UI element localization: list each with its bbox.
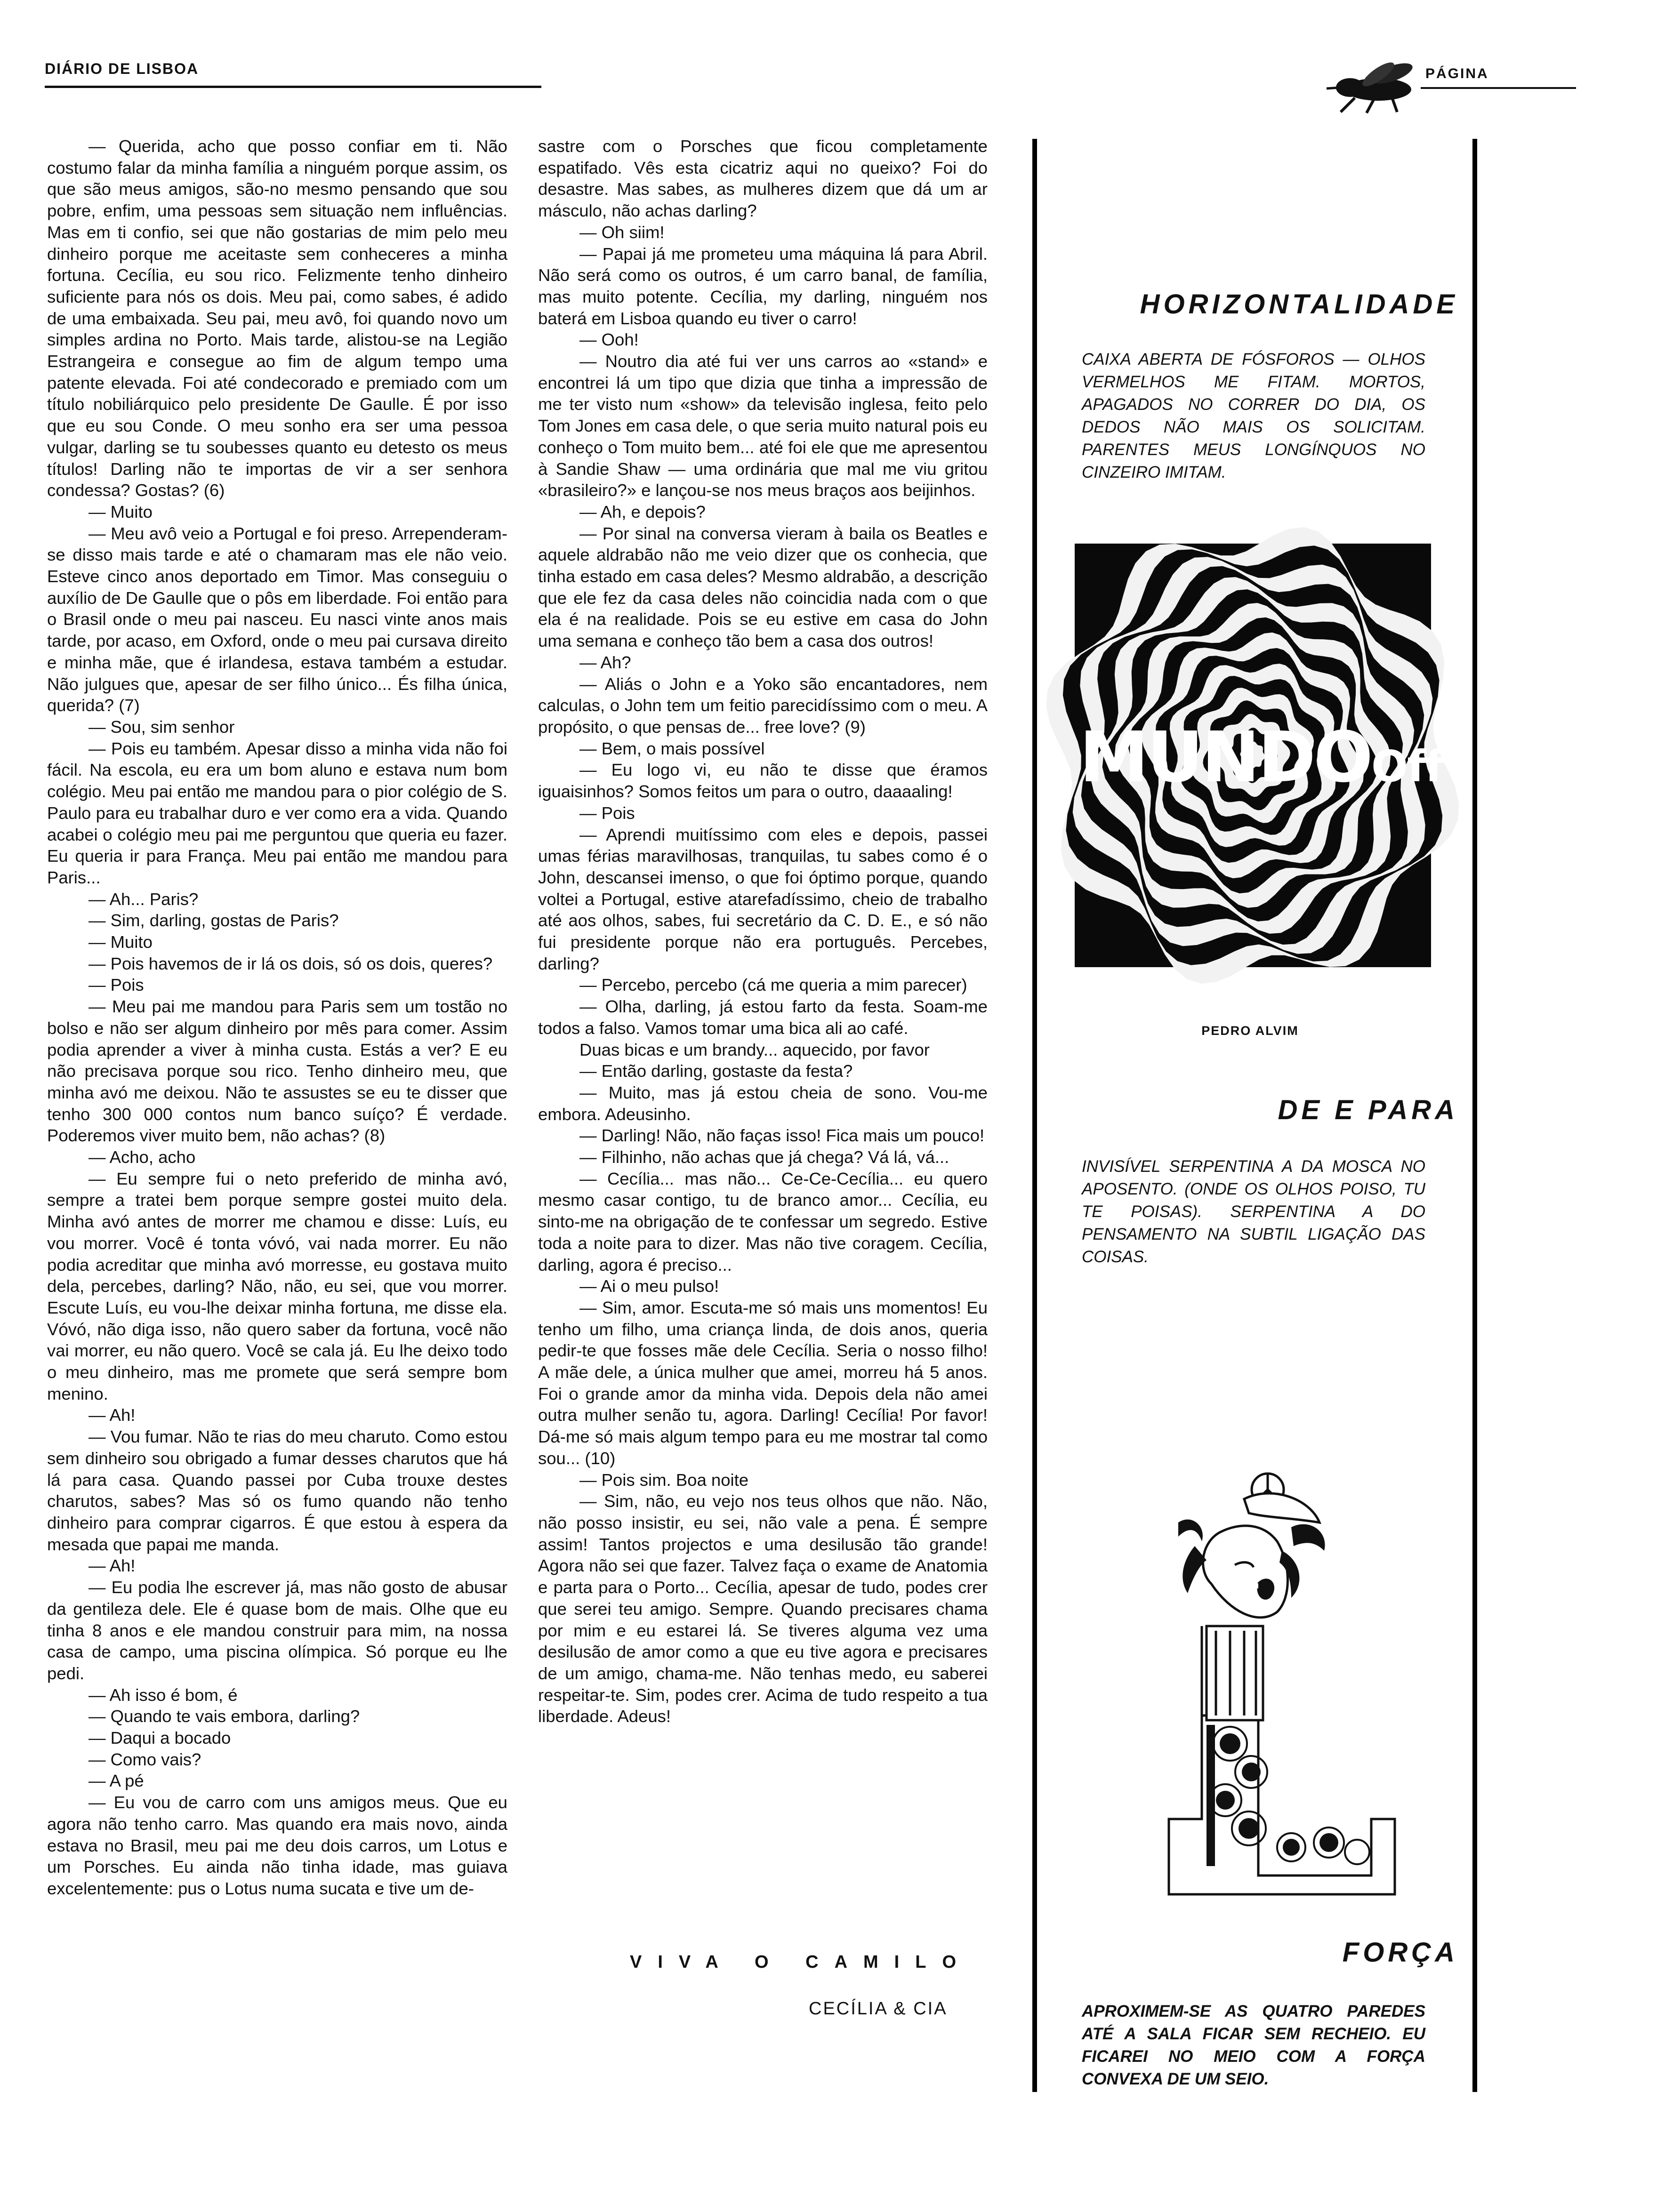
article-paragraph: — Ai o meu pulso! bbox=[579, 1276, 719, 1296]
article-paragraph: — Querida, acho que posso confiar em ti. Não costumo falar da minha família a ninguém porque assim, os que são meus amigos, são-no mesmo pensando que sou pobre, enfim, uma pessoas sem situação nem influências. Mas em ti confio, sei que não gostarias de mim pelo meu dinheiro porque me aceitaste sem conheceres a minha fortuna. Cecília, eu sou rico. Felizmente tenho dinheiro suficiente para nós os dois. Meu pai, como sabes, é adido de uma embaixada. Seu pai, meu avô, foi quando novo um simples ardina no Porto. Mais tarde, alistou-se na Legião Estrangeira e consegue ao fim de algum tempo uma patente elevada. Foi até condecorado e premiado com um título nobiliárquico pelo presidente De Gaulle. É por isso que eu sou Conde. O meu sonho era ser uma pessoa vulgar, darling se tu soubesses quanto eu detesto os meus títulos! Darling não te importas de vir a ser senhora condessa? Gostas? (6) bbox=[47, 136, 507, 500]
article-paragraph: — Darling! Não, não faças isso! Fica mais um pouco! bbox=[579, 1126, 985, 1146]
article-paragraph: — Cecília... mas não... Ce-Ce-Cecília... eu quero mesmo casar contigo, tu de branco amor... Cecília, eu sinto-me na obrigação de te confessar um segredo. Estive toda a noite para to dizer. Mas não tive coragem. Cecília, darling, agora é preciso... bbox=[538, 1169, 988, 1274]
article-paragraph: — Filhinho, não achas que já chega? Vá lá, vá... bbox=[579, 1147, 949, 1167]
article-paragraph: — Eu podia lhe escrever já, mas não gosto de abusar da gentileza dele. Ele é quase bom de mais. Olhe que eu tinha 8 anos e ele mandou construir para mim, na nossa casa de campo, uma piscina olímpica. Só porque eu lhe pedi. bbox=[47, 1578, 507, 1683]
article-paragraph: — Ooh! bbox=[579, 330, 639, 350]
article-paragraph: — Sim, amor. Escuta-me só mais uns momentos! Eu tenho um filho, uma criança linda, de dois anos, queria pedir-te que fosses mãe dele Cecília. Seria o nosso filho! A mãe dele, a única mulher que amei, morreu há 5 anos. Foi o grande amor da minha vida. Depois dela não amei outra mulher senão tu, agora. Darling! Cecília! Por favor! Dá-me só mais algum tempo para eu me mostrar tal como sou... (10) bbox=[538, 1298, 988, 1468]
article-paragraph: — Ah? bbox=[579, 652, 631, 672]
article-paragraph: — Muito bbox=[88, 932, 153, 952]
article-paragraph: — Ah! bbox=[88, 1556, 136, 1576]
article-paragraph: — Por sinal na conversa vieram à baila os Beatles e aquele aldrabão não me veio dizer que os conhecia, que tinha estado em casa deles? Mesmo aldrabão, a descrição que ele fez da casa deles não coincidia nada com o que ela é na realidade. Pois se eu estive em casa do John uma semana e conheço tão bem a casa dos outros! bbox=[538, 523, 988, 651]
poem-title-forca: FORÇA bbox=[1342, 1937, 1458, 1968]
header-rule bbox=[45, 86, 541, 88]
article-paragraph: — Meu avô veio a Portugal e foi preso. Arrependeram-se disso mais tarde e até o chamaram mas ele não veio. Esteve cinco anos deportado em Timor. Mas conseguiu o auxílio de De Gaulle que o pôs em liberdade. Foi então para o Brasil onde o meu pai nasceu. Eu nasci vinte anos mais tarde, por acaso, em Oxford, onde o meu pai cursava direito e minha mãe, que é irlandesa, estava também a estudar. Não julgues que, apesar de ser filho único... És filha única, querida? (7) bbox=[47, 523, 507, 715]
article-paragraph: — Ah isso é bom, é bbox=[88, 1685, 238, 1705]
article-paragraph: — Ah! bbox=[88, 1405, 136, 1425]
article-paragraph: — Eu logo vi, eu não te disse que éramos iguaisinhos? Somos feitos um para o outro, daaaaling! bbox=[538, 760, 988, 801]
poem-horizontalidade: CAIXA ABERTA DE FÓSFOROS — OLHOS VERMELHOS ME FITAM. MORTOS, APAGADOS NO CORRER DO DIA, OS DEDOS NÃO MAIS OS SOLICITAM. PARENTES MEUS LONGÍNQUOS NO CINZEIRO IMITAM. bbox=[1082, 350, 1425, 481]
article-paragraph: — Meu pai me mandou para Paris sem um tostão no bolso e não ser algum dinheiro por mês para comer. Assim podia aprender a viver à minha custa. Estás a ver? E eu não precisava porque sou rico. Tenho dinheiro meu, que minha avó me deixou. Não te assustes se eu te disser que tenho 300 000 contos num banco suíço? É verdade. Poderemos viver muito bem, não achas? (8) bbox=[47, 997, 507, 1146]
mundo-off-artwork bbox=[1075, 544, 1443, 967]
article-paragraph: — Sou, sim senhor bbox=[88, 717, 235, 737]
article-paragraph: — Aprendi muitíssimo com eles e depois, passei umas férias maravilhosas, tranquilas, tu sabes como é o John, descansei imenso, o que foi óptimo porque, quando voltei a Portugal, estive atarefadíssimo, cheio de trabalho até aos olhos, sabes, fui secretário da C. D. E., e só não fui presidente porque não era português. Percebes, darling? bbox=[538, 825, 988, 973]
article-paragraph: — Bem, o mais possível bbox=[579, 738, 765, 758]
article-paragraph: sastre com o Porsches que ficou completamente espatifado. Vês esta cicatriz aqui no queixo? Foi do desastre. Mas sabes, as mulheres dizem que dá um ar másculo, não achas darling? bbox=[538, 136, 988, 221]
article-paragraph: — Muito, mas já estou cheia de sono. Vou-me embora. Adeusinho. bbox=[538, 1082, 988, 1124]
article-paragraph: Duas bicas e um brandy... aquecido, por favor bbox=[579, 1040, 930, 1059]
poem-forca: APROXIMEM-SE AS QUATRO PAREDES ATÉ A SALA FICAR SEM RECHEIO. EU FICAREI NO MEIO COM A FORÇA CONVEXA DE UM SEIO. bbox=[1082, 2002, 1425, 2088]
article-paragraph: — Ah... Paris? bbox=[88, 889, 199, 909]
clown-figure-illustration bbox=[1150, 1471, 1404, 1913]
article-paragraph: — Eu sempre fui o neto preferido de minha avó, sempre a tratei bem porque sempre gostei muito dela. Minha avó antes de morrer me chamou e disse: Luís, eu vou morrer. Você é tonta vóvó, vai nada morrer. Eu não podia acreditar que minha avó morresse, eu gostava muito dela, percebes, darling? Não, não, eu sei, que vou morrer. Escute Luís, eu vou-lhe deixar minha fortuna, me disse ela. Vóvó, não diga isso, não quero saber da fortuna, você não vai morrer, eu não quero. Você se cala já. Eu lhe deixo todo o meu dinheiro, mas me promete que será sempre bom menino. bbox=[47, 1169, 507, 1403]
article-paragraph: — Sim, darling, gostas de Paris? bbox=[88, 911, 339, 930]
article-column-2 bbox=[538, 136, 988, 1943]
art-sub-text: Off bbox=[1371, 741, 1443, 792]
mundo-off-lettering bbox=[1079, 717, 1443, 798]
article-paragraph: — Olha, darling, já estou farto da festa. Soam-me todos a falso. Vamos tomar uma bica ali ao café. bbox=[538, 997, 988, 1038]
article-paragraph: — Pois eu também. Apesar disso a minha vida não foi fácil. Na escola, eu era um bom aluno e estava num bom colégio. Meu pai então me mandou para o pior colégio de S. Paulo para eu trabalhar duro e ver como era a vida. Quando acabei o colégio meu pai me perguntou que queria eu fazer. Eu queria ir para França. Meu pai então me mandou para Paris... bbox=[47, 738, 507, 887]
closing-line: VIVA O CAMILO bbox=[630, 1952, 972, 1972]
header-right-rule bbox=[1421, 87, 1576, 89]
article-paragraph: — Daqui a bocado bbox=[88, 1728, 231, 1748]
poetry-panel bbox=[1032, 139, 1477, 2092]
article-paragraph: — A pé bbox=[88, 1771, 144, 1791]
article-paragraph: — Acho, acho bbox=[88, 1147, 196, 1167]
article-paragraph: — Pois havemos de ir lá os dois, só os dois, queres? bbox=[88, 954, 493, 973]
article-paragraph: — Pois bbox=[88, 975, 144, 995]
fly-icon bbox=[1322, 60, 1421, 114]
signature: CECÍLIA & CIA bbox=[809, 1999, 948, 2019]
newspaper-name: DIÁRIO DE LISBOA bbox=[45, 60, 199, 77]
poem-title-horizontalidade: HORIZONTALIDADE bbox=[1140, 289, 1458, 320]
article-paragraph: — Sim, não, eu vejo nos teus olhos que não. Não, não posso insistir, eu sei, não vale a pena. É sempre assim! Tantos projectos e uma desilusão tão grande! Agora não sei que fazer. Talvez faça o exame de Anatomia e parta para o Porto... Cecília, apesar de tudo, podes crer que serei teu amigo. Sempre. Quando precisares chama por mim e eu estarei lá. Se tiveres alguma vez uma desilusão de amor como a que eu tive agora e precisares de um amigo, chama-me. Não tenhas medo, eu saberei respeitar-te. Sim, podes crer. Acima de tudo respeito a tua liberdade. Adeus! bbox=[538, 1491, 988, 1726]
article-paragraph: — Papai já me prometeu uma máquina lá para Abril. Não será como os outros, é um carro banal, de família, mas muito potente. Cecília, my darling, ninguém nos baterá em Lisboa quando eu tiver o carro! bbox=[538, 244, 988, 328]
art-main-text: MUNDO bbox=[1079, 717, 1371, 798]
article-paragraph: — Noutro dia até fui ver uns carros ao «stand» e encontrei lá um tipo que dizia que tinha a impressão de me ter visto num «show» da televisão inglesa, feito pelo Tom Jones em casa dele, o que seria muito natural pois eu conheço o Tom muito bem... até foi ele que me apresentou à Sandie Shaw — uma ordinária que mal me viu gritou «brasileiro?» e lançou-se nos meus braços aos beijinhos. bbox=[538, 352, 988, 500]
article-paragraph: — Ah, e depois? bbox=[579, 502, 706, 521]
poem-title-de-e-para: DE E PARA bbox=[1278, 1095, 1458, 1125]
article-paragraph: — Como vais? bbox=[88, 1749, 201, 1769]
page-label: PÁGINA bbox=[1425, 66, 1489, 81]
article-column-1 bbox=[47, 136, 507, 2173]
article-paragraph: — Pois sim. Boa noite bbox=[579, 1470, 749, 1490]
article-paragraph: — Muito bbox=[88, 502, 153, 521]
article-paragraph: — Oh siim! bbox=[579, 222, 665, 242]
article-paragraph: — Percebo, percebo (cá me queria a mim parecer) bbox=[579, 975, 967, 995]
article-paragraph: — Aliás o John e a Yoko são encantadores, nem calculas, o John tem um feitio parecidíssimo com o meu. A propósito, o que pensas de... free love? (9) bbox=[538, 674, 988, 737]
article-paragraph: — Eu vou de carro com uns amigos meus. Que eu agora não tenho carro. Mas quando era mais novo, ainda estava no Brasil, meu pai me deu dois carros, um Lotus e um Porsches. Eu ainda não tinha idade, mas guiava excelentemente: pus o Lotus numa sucata e tive um de- bbox=[47, 1793, 507, 1898]
poem-de-e-para: INVISÍVEL SERPENTINA A DA MOSCA NO APOSENTO. (ONDE OS OLHOS POISO, TU TE POISAS). SERPENTINA A DO PENSAMENTO NA SUBTIL LIGAÇÃO DAS COISAS. bbox=[1082, 1157, 1425, 1266]
article-paragraph: — Quando te vais embora, darling? bbox=[88, 1707, 360, 1726]
article-paragraph: — Pois bbox=[579, 803, 635, 823]
article-paragraph: — Então darling, gostaste da festa? bbox=[579, 1061, 853, 1081]
article-paragraph: — Vou fumar. Não te rias do meu charuto. Como estou sem dinheiro sou obrigado a fumar desses charutos que há lá para casa. Quando passei por Cuba trouxe destes charutos, sabes? Mas só os fumo quando não tenho dinheiro para comprar cigarros. É que estou à espera da mesada que papai me manda. bbox=[47, 1427, 507, 1554]
art-credit: PEDRO ALVIM bbox=[1201, 1024, 1299, 1038]
